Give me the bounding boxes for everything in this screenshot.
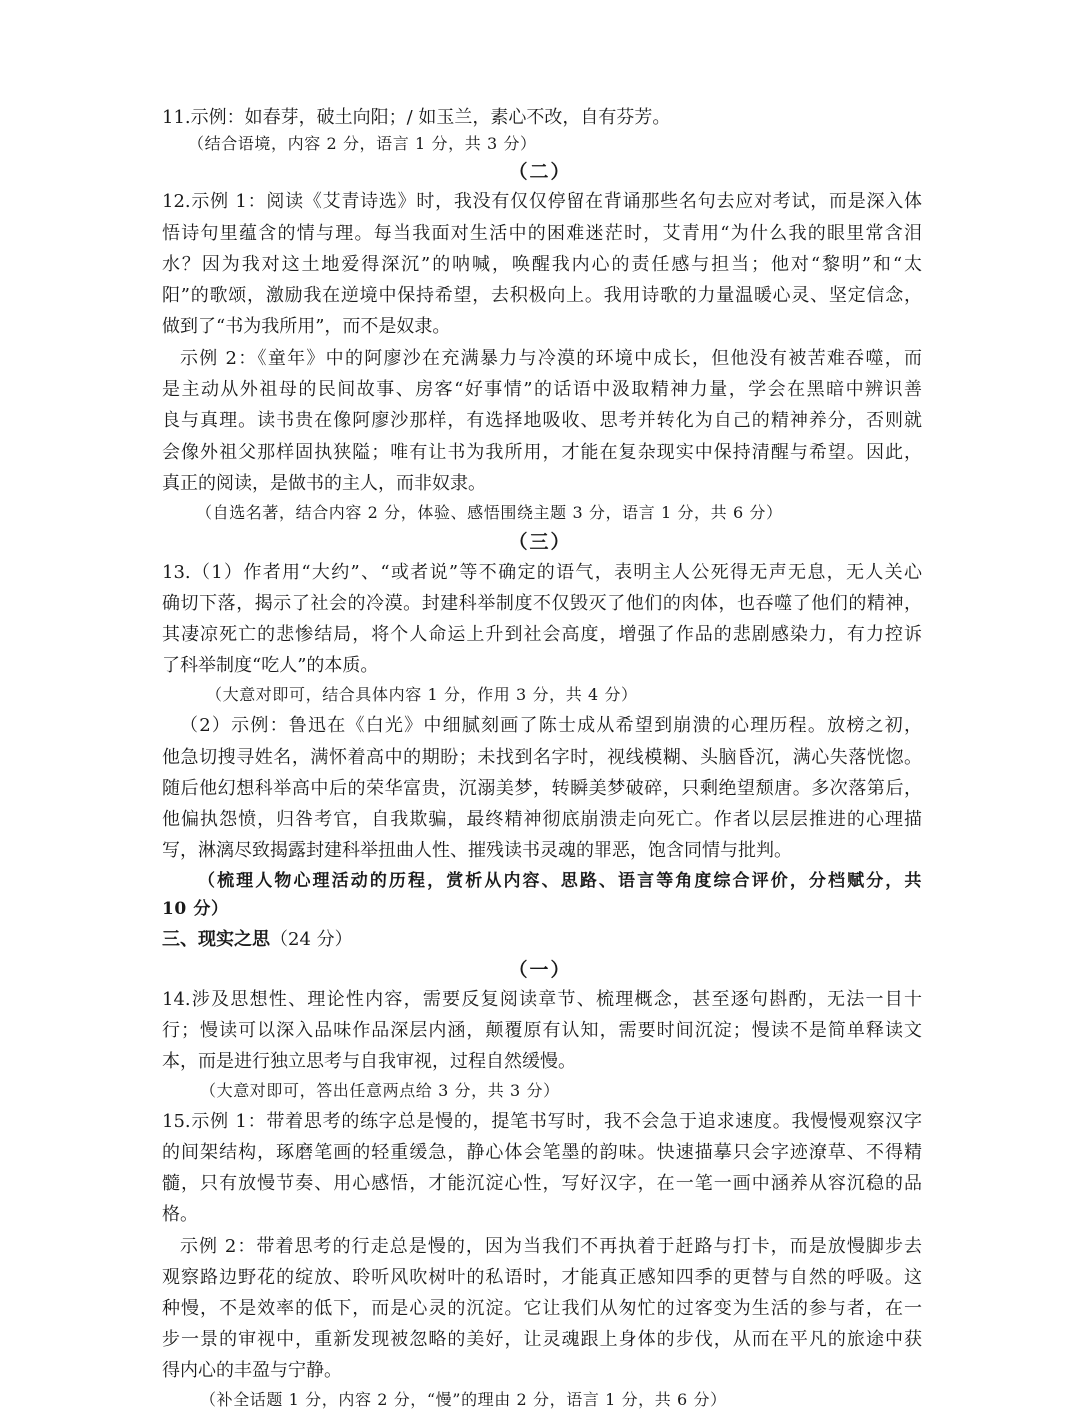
q15-line: 的间架结构，琢磨笔画的轻重缓急，静心体会笔墨的韵味。快速描摹只会字迹潦草、不得精: [162, 1142, 922, 1163]
q14-score-note: （大意对即可，答出任意两点给 3 分，共 3 分）: [200, 1081, 560, 1100]
q12-line: 12.示例 1：阅读《艾青诗选》时，我没有仅仅停留在背诵那些名句去应对考试，而是深入体: [162, 191, 922, 212]
q13-part2-line: 他急切搜寻姓名，满怀着高中的期盼；未找到名字时，视线模糊、头脑昏沉，满心失落恍惚。: [162, 747, 922, 768]
part-3-title: 三、现实之思: [162, 929, 270, 950]
q13-part2-line: 随后他幻想科举高中后的荣华富贵，沉溺美梦，转瞬美梦破碎，只剩绝望颓唐。多次落第后，: [162, 778, 922, 799]
q12-line: 真正的阅读，是做书的主人，而非奴隶。: [162, 473, 486, 494]
q15-line: 步一景的审视中，重新发现被忽略的美好，让灵魂跟上身体的步伐，从而在平凡的旅途中获: [162, 1329, 922, 1350]
q14-line: 本，而是进行独立思考与自我审视，过程自然缓慢。: [162, 1051, 576, 1072]
q12-line: 做到了“书为我所用”，而不是奴隶。: [162, 316, 451, 337]
q13-part1-line: 其凄凉死亡的悲惨结局，将个人命运上升到社会高度，增强了作品的悲剧感染力，有力控诉: [162, 624, 922, 645]
q12-line: 阳”的歌颂，激励我在逆境中保持希望，去积极向上。我用诗歌的力量温暖心灵、坚定信念，: [162, 285, 922, 306]
q15-score-note: （补全话题 1 分，内容 2 分，“慢”的理由 2 分，语言 1 分，共 6 分）: [200, 1390, 727, 1409]
q15-line: 种慢，不是效率的低下，而是心灵的沉淀。它让我们从匆忙的过客变为生活的参与者，在一: [162, 1298, 922, 1319]
q13-part1-line: 13.（1）作者用“大约”、“或者说”等不确定的语气，表明主人公死得无声无息，无人关心: [162, 562, 922, 583]
q14-line: 行；慢读可以深入品味作品深层内涵，颠覆原有认知，需要时间沉淀；慢读不是简单释读文: [162, 1020, 922, 1041]
section-1-heading: （一）: [508, 959, 572, 981]
q11-answer: 11.示例：如春芽，破土向阳；/ 如玉兰，素心不改，自有芬芳。: [162, 107, 671, 128]
q15-line: 得内心的丰盈与宁静。: [162, 1360, 342, 1381]
section-3-heading: （三）: [508, 531, 572, 553]
q12-line: 良与真理。读书贵在像阿廖沙那样，有选择地吸收、思考并转化为自己的精神养分，否则就: [162, 410, 922, 431]
q15-line: 观察路边野花的绽放、聆听风吹树叶的私语时，才能真正感知四季的更替与自然的呼吸。这: [162, 1267, 922, 1288]
q13-part2-line: 写，淋漓尽致揭露封建科举扭曲人性、摧残读书灵魂的罪恶，饱含同情与批判。: [162, 840, 792, 861]
q15-line: 15.示例 1：带着思考的练字总是慢的，提笔书写时，我不会急于追求速度。我慢慢观察汉字: [162, 1111, 922, 1132]
q12-line: 是主动从外祖母的民间故事、房客“好事情”的话语中汲取精神力量，学会在黑暗中辨识善: [162, 379, 922, 400]
q12-line: 悟诗句里蕴含的情与理。每当我面对生活中的困难迷茫时，艾青用“为什么我的眼里常含泪: [162, 223, 922, 244]
q13-part1-score-note: （大意对即可，结合具体内容 1 分，作用 3 分，共 4 分）: [206, 685, 638, 704]
q13-part1-line: 了科举制度“吃人”的本质。: [162, 655, 379, 676]
q12-line: 水？因为我对这土地爱得深沉”的呐喊，唤醒我内心的责任感与担当；他对“黎明”和“太: [162, 254, 922, 275]
q12-line: 会像外祖父那样固执狭隘；唯有让书为我所用，才能在复杂现实中保持清醒与希望。因此，: [162, 442, 922, 463]
q13-part1-line: 确切下落，揭示了社会的冷漠。封建科举制度不仅毁灭了他们的肉体，也吞噬了他们的精神，: [162, 593, 922, 614]
q13-part2-score-note-end: 10 分）: [162, 899, 229, 919]
q15-line: 示例 2：带着思考的行走总是慢的，因为当我们不再执着于赶路与打卡，而是放慢脚步去: [180, 1236, 922, 1257]
q13-part2-line: （2）示例：鲁迅在《白光》中细腻刻画了陈士成从希望到崩溃的心理历程。放榜之初，: [180, 715, 922, 736]
q15-line: 格。: [162, 1204, 198, 1225]
q13-part2-score-note: （梳理人物心理活动的历程，赏析从内容、思路、语言等角度综合评价，分档赋分，共: [198, 871, 922, 891]
part-3-heading: [162, 928, 922, 952]
q13-part2-line: 他偏执怨愤，归咎考官，自我欺骗，最终精神彻底崩溃走向死亡。作者以层层推进的心理描: [162, 809, 922, 830]
section-2-heading: （二）: [508, 161, 572, 183]
part-3-points: （24 分）: [270, 929, 353, 950]
q14-line: 14.涉及思想性、理论性内容，需要反复阅读章节、梳理概念，甚至逐句斟酌，无法一目十: [162, 989, 922, 1010]
q15-line: 髓，只有放慢节奏、用心感悟，才能沉淀心性，写好汉字，在一笔一画中涵养从容沉稳的品: [162, 1173, 922, 1194]
q12-line: 示例 2：《童年》中的阿廖沙在充满暴力与冷漠的环境中成长，但他没有被苦难吞噬，而: [180, 348, 922, 369]
q12-score-note: （自选名著，结合内容 2 分，体验、感悟围绕主题 3 分，语言 1 分，共 6 分）: [196, 503, 783, 522]
q11-score-note: （结合语境，内容 2 分，语言 1 分，共 3 分）: [188, 134, 537, 153]
